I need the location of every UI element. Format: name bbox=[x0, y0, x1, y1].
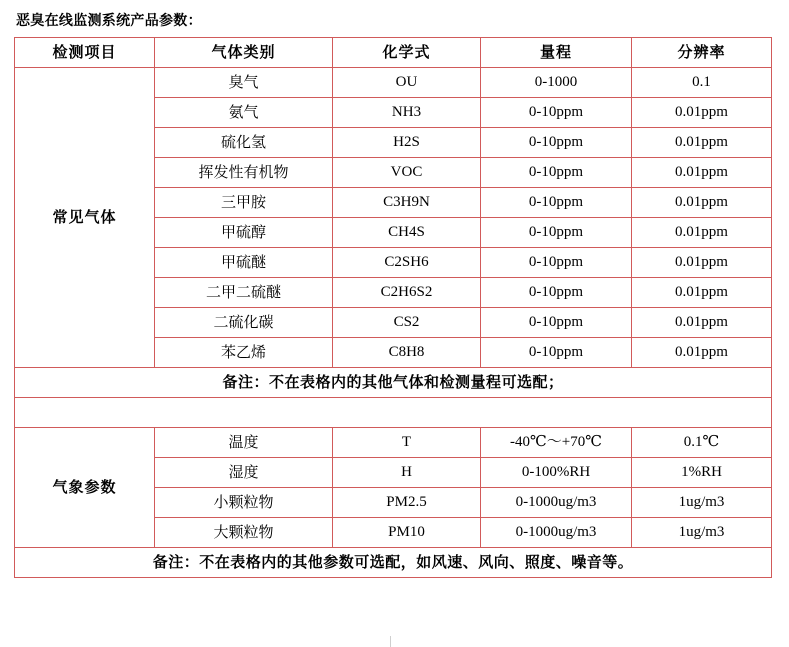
cell-resolution: 0.01ppm bbox=[632, 308, 772, 338]
cell-formula: T bbox=[333, 428, 481, 458]
cell-formula: C8H8 bbox=[333, 338, 481, 368]
cell-range: 0-10ppm bbox=[481, 248, 632, 278]
cell-range: 0-1000ug/m3 bbox=[481, 518, 632, 548]
cell-range: 0-10ppm bbox=[481, 158, 632, 188]
column-header-resolution: 分辨率 bbox=[632, 38, 772, 68]
cell-formula: C2H6S2 bbox=[333, 278, 481, 308]
cell-category: 氨气 bbox=[155, 98, 333, 128]
cell-resolution: 0.01ppm bbox=[632, 98, 772, 128]
page-title: 恶臭在线监测系统产品参数： bbox=[16, 12, 202, 28]
cell-category: 挥发性有机物 bbox=[155, 158, 333, 188]
column-header-range: 量程 bbox=[481, 38, 632, 68]
note-text-weather: 备注：不在表格内的其他参数可选配，如风速、风向、照度、噪音等。 bbox=[15, 548, 772, 578]
column-header-formula: 化学式 bbox=[333, 38, 481, 68]
cell-category: 温度 bbox=[155, 428, 333, 458]
cell-category: 甲硫醇 bbox=[155, 218, 333, 248]
page-bottom-mark bbox=[390, 636, 391, 647]
table-spacer bbox=[15, 398, 772, 428]
cell-formula: C3H9N bbox=[333, 188, 481, 218]
cell-range: 0-100%RH bbox=[481, 458, 632, 488]
cell-formula: OU bbox=[333, 68, 481, 98]
cell-category: 小颗粒物 bbox=[155, 488, 333, 518]
table-row bbox=[15, 428, 772, 458]
cell-resolution: 1ug/m3 bbox=[632, 518, 772, 548]
cell-resolution: 0.01ppm bbox=[632, 158, 772, 188]
spec-table bbox=[14, 37, 772, 578]
note-row-weather bbox=[15, 548, 772, 578]
note-text-gases: 备注：不在表格内的其他气体和检测量程可选配； bbox=[15, 368, 772, 398]
cell-resolution: 0.1℃ bbox=[632, 428, 772, 458]
cell-formula: PM10 bbox=[333, 518, 481, 548]
cell-formula: H bbox=[333, 458, 481, 488]
cell-resolution: 1ug/m3 bbox=[632, 488, 772, 518]
cell-resolution: 0.01ppm bbox=[632, 218, 772, 248]
cell-resolution: 0.1 bbox=[632, 68, 772, 98]
cell-formula: PM2.5 bbox=[333, 488, 481, 518]
group-label-weather: 气象参数 bbox=[15, 428, 155, 548]
cell-range: 0-10ppm bbox=[481, 218, 632, 248]
cell-range: 0-10ppm bbox=[481, 128, 632, 158]
cell-category: 三甲胺 bbox=[155, 188, 333, 218]
cell-category: 大颗粒物 bbox=[155, 518, 333, 548]
cell-resolution: 0.01ppm bbox=[632, 248, 772, 278]
cell-category: 苯乙烯 bbox=[155, 338, 333, 368]
cell-range: 0-1000ug/m3 bbox=[481, 488, 632, 518]
cell-category: 二硫化碳 bbox=[155, 308, 333, 338]
cell-range: 0-1000 bbox=[481, 68, 632, 98]
cell-range: 0-10ppm bbox=[481, 308, 632, 338]
cell-category: 二甲二硫醚 bbox=[155, 278, 333, 308]
cell-category: 臭气 bbox=[155, 68, 333, 98]
cell-formula: C2SH6 bbox=[333, 248, 481, 278]
cell-range: -40℃～+70℃ bbox=[481, 428, 632, 458]
note-row-gases bbox=[15, 368, 772, 398]
cell-formula: CH4S bbox=[333, 218, 481, 248]
cell-resolution: 0.01ppm bbox=[632, 188, 772, 218]
cell-range: 0-10ppm bbox=[481, 278, 632, 308]
cell-category: 硫化氢 bbox=[155, 128, 333, 158]
cell-resolution: 0.01ppm bbox=[632, 128, 772, 158]
cell-resolution: 0.01ppm bbox=[632, 278, 772, 308]
cell-formula: CS2 bbox=[333, 308, 481, 338]
cell-range: 0-10ppm bbox=[481, 98, 632, 128]
cell-resolution: 1%RH bbox=[632, 458, 772, 488]
cell-range: 0-10ppm bbox=[481, 338, 632, 368]
cell-category: 湿度 bbox=[155, 458, 333, 488]
table-header-row bbox=[15, 38, 772, 68]
table-row bbox=[15, 68, 772, 98]
cell-formula: VOC bbox=[333, 158, 481, 188]
column-header-item: 检测项目 bbox=[15, 38, 155, 68]
cell-resolution: 0.01ppm bbox=[632, 338, 772, 368]
cell-range: 0-10ppm bbox=[481, 188, 632, 218]
cell-category: 甲硫醚 bbox=[155, 248, 333, 278]
cell-formula: H2S bbox=[333, 128, 481, 158]
column-header-category: 气体类别 bbox=[155, 38, 333, 68]
cell-formula: NH3 bbox=[333, 98, 481, 128]
group-label-gases: 常见气体 bbox=[15, 68, 155, 368]
